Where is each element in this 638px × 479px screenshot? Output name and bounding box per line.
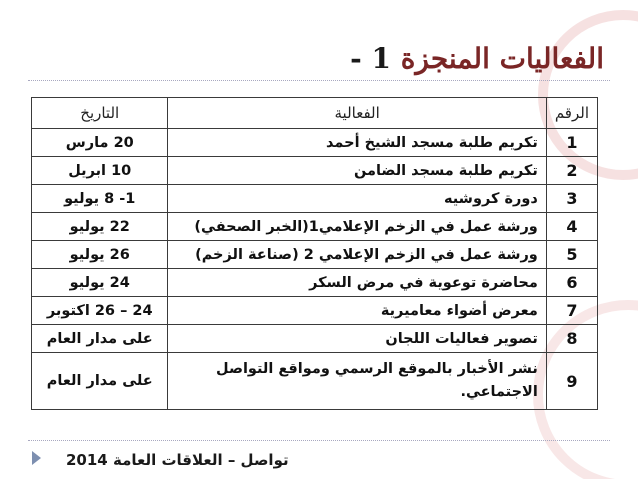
row-number: 3 bbox=[546, 185, 597, 213]
row-activity: ورشة عمل في الزخم الإعلامي 2 (صناعة الزخم) bbox=[168, 241, 546, 269]
row-date: 10 ابريل bbox=[32, 157, 168, 185]
row-date: على مدار العام bbox=[32, 353, 168, 410]
row-date: على مدار العام bbox=[32, 325, 168, 353]
table-row bbox=[32, 353, 598, 410]
table-row bbox=[32, 157, 598, 185]
row-activity: ورشة عمل في الزخم الإعلامي1(الخبر الصحفي) bbox=[168, 213, 546, 241]
events-table bbox=[31, 97, 598, 410]
row-date: 1- 8 يوليو bbox=[32, 185, 168, 213]
slide-title-text: الفعاليات المنجزة bbox=[400, 42, 604, 75]
row-activity: محاضرة توعوية في مرض السكر bbox=[168, 269, 546, 297]
header-activity: الفعالية bbox=[168, 98, 546, 129]
row-number: 9 bbox=[546, 353, 597, 410]
row-number: 6 bbox=[546, 269, 597, 297]
row-date: 20 مارس bbox=[32, 129, 168, 157]
table-row bbox=[32, 269, 598, 297]
row-activity: دورة كروشيه bbox=[168, 185, 546, 213]
row-number: 5 bbox=[546, 241, 597, 269]
table-row bbox=[32, 241, 598, 269]
table-header-row bbox=[32, 98, 598, 129]
row-number: 7 bbox=[546, 297, 597, 325]
table-row bbox=[32, 297, 598, 325]
header-number: الرقم bbox=[546, 98, 597, 129]
footer-text: تواصل – العلاقات العامة 2014 bbox=[66, 451, 289, 469]
slide-title-number: 1 - bbox=[350, 42, 391, 75]
table-row bbox=[32, 185, 598, 213]
row-activity: تكريم طلبة مسجد الضامن bbox=[168, 157, 546, 185]
row-date: 26 يوليو bbox=[32, 241, 168, 269]
play-arrow-icon bbox=[32, 451, 41, 465]
row-activity: معرض أضواء معاميرية bbox=[168, 297, 546, 325]
row-number: 1 bbox=[546, 129, 597, 157]
footer-divider bbox=[28, 440, 610, 441]
row-date: 24 يوليو bbox=[32, 269, 168, 297]
row-date: 22 يوليو bbox=[32, 213, 168, 241]
row-activity: نشر الأخبار بالموقع الرسمي ومواقع التواصل الاجتماعي. bbox=[168, 353, 546, 410]
row-date: 24 – 26 اكتوبر bbox=[32, 297, 168, 325]
slide-title bbox=[350, 42, 604, 75]
table-row bbox=[32, 129, 598, 157]
row-activity: تصوير فعاليات اللجان bbox=[168, 325, 546, 353]
table-row bbox=[32, 325, 598, 353]
row-number: 8 bbox=[546, 325, 597, 353]
table-row bbox=[32, 213, 598, 241]
header-date: التاريخ bbox=[32, 98, 168, 129]
row-activity: تكريم طلبة مسجد الشيخ أحمد bbox=[168, 129, 546, 157]
title-divider bbox=[28, 80, 610, 81]
row-number: 2 bbox=[546, 157, 597, 185]
row-number: 4 bbox=[546, 213, 597, 241]
